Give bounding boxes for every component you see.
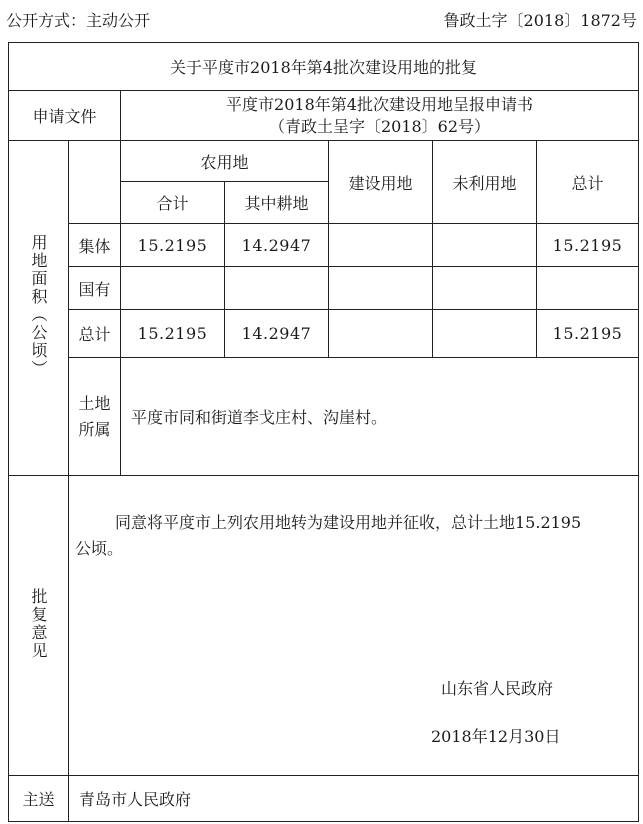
cell-cultivated: 14.2947 xyxy=(225,310,329,358)
cell-subtotal xyxy=(121,267,225,310)
send-to-value: 青岛市人民政府 xyxy=(69,776,639,822)
land-ownership-value: 平度市同和街道李戈庄村、沟崖村。 xyxy=(121,358,639,476)
apply-file-number: （青政土呈字〔2018〕62号） xyxy=(268,116,491,136)
land-ownership-label-2: 所属 xyxy=(78,419,111,439)
header-cultivated-land: 其中耕地 xyxy=(225,182,329,224)
row-label-state: 国有 xyxy=(69,267,121,310)
header-total: 总计 xyxy=(537,141,639,224)
table-row xyxy=(9,310,639,358)
cell-total xyxy=(537,267,639,310)
publicity-mode: 公开方式：主动公开 xyxy=(6,11,151,30)
apply-file-label: 申请文件 xyxy=(9,91,121,141)
cell-construction xyxy=(329,310,433,358)
cell-unused xyxy=(433,310,537,358)
blank-corner xyxy=(69,141,121,224)
cell-cultivated xyxy=(225,267,329,310)
area-label xyxy=(9,141,69,476)
approval-date: 2018年12月30日 xyxy=(431,727,561,746)
cell-subtotal: 15.2195 xyxy=(121,224,225,267)
cell-total: 15.2195 xyxy=(537,224,639,267)
area-label-text: 用地面积（公顷） xyxy=(29,234,48,378)
cell-total: 15.2195 xyxy=(537,310,639,358)
cell-unused xyxy=(433,224,537,267)
header-subtotal: 合计 xyxy=(121,182,225,224)
table-row xyxy=(9,224,639,267)
apply-file-title: 平度市2018年第4批次建设用地呈报申请书 xyxy=(226,94,533,114)
opinion-content xyxy=(69,476,639,776)
document-title: 关于平度市2018年第4批次建设用地的批复 xyxy=(9,43,639,91)
cell-construction xyxy=(329,224,433,267)
opinion-label-text: 批复意见 xyxy=(29,587,48,660)
row-label-total: 总计 xyxy=(69,310,121,358)
header-agricultural-land: 农用地 xyxy=(121,141,329,182)
cell-construction xyxy=(329,267,433,310)
cell-cultivated: 14.2947 xyxy=(225,224,329,267)
signer: 山东省人民政府 xyxy=(441,679,554,698)
land-ownership-label-1: 土地 xyxy=(78,393,111,413)
table-row xyxy=(9,267,639,310)
cell-unused xyxy=(433,267,537,310)
approval-table xyxy=(8,42,639,822)
opinion-label xyxy=(9,476,69,776)
land-ownership-label xyxy=(69,358,121,476)
apply-file-value xyxy=(121,91,639,141)
send-to-label: 主送 xyxy=(9,776,69,822)
opinion-text: 同意将平度市上列农用地转为建设用地并征收，总计土地15.2195公顷。 xyxy=(75,513,582,558)
document-number: 鲁政土字〔2018〕1872号 xyxy=(443,11,637,30)
header-unused-land: 未利用地 xyxy=(433,141,537,224)
cell-subtotal: 15.2195 xyxy=(121,310,225,358)
row-label-collective: 集体 xyxy=(69,224,121,267)
header-construction-land: 建设用地 xyxy=(329,141,433,224)
